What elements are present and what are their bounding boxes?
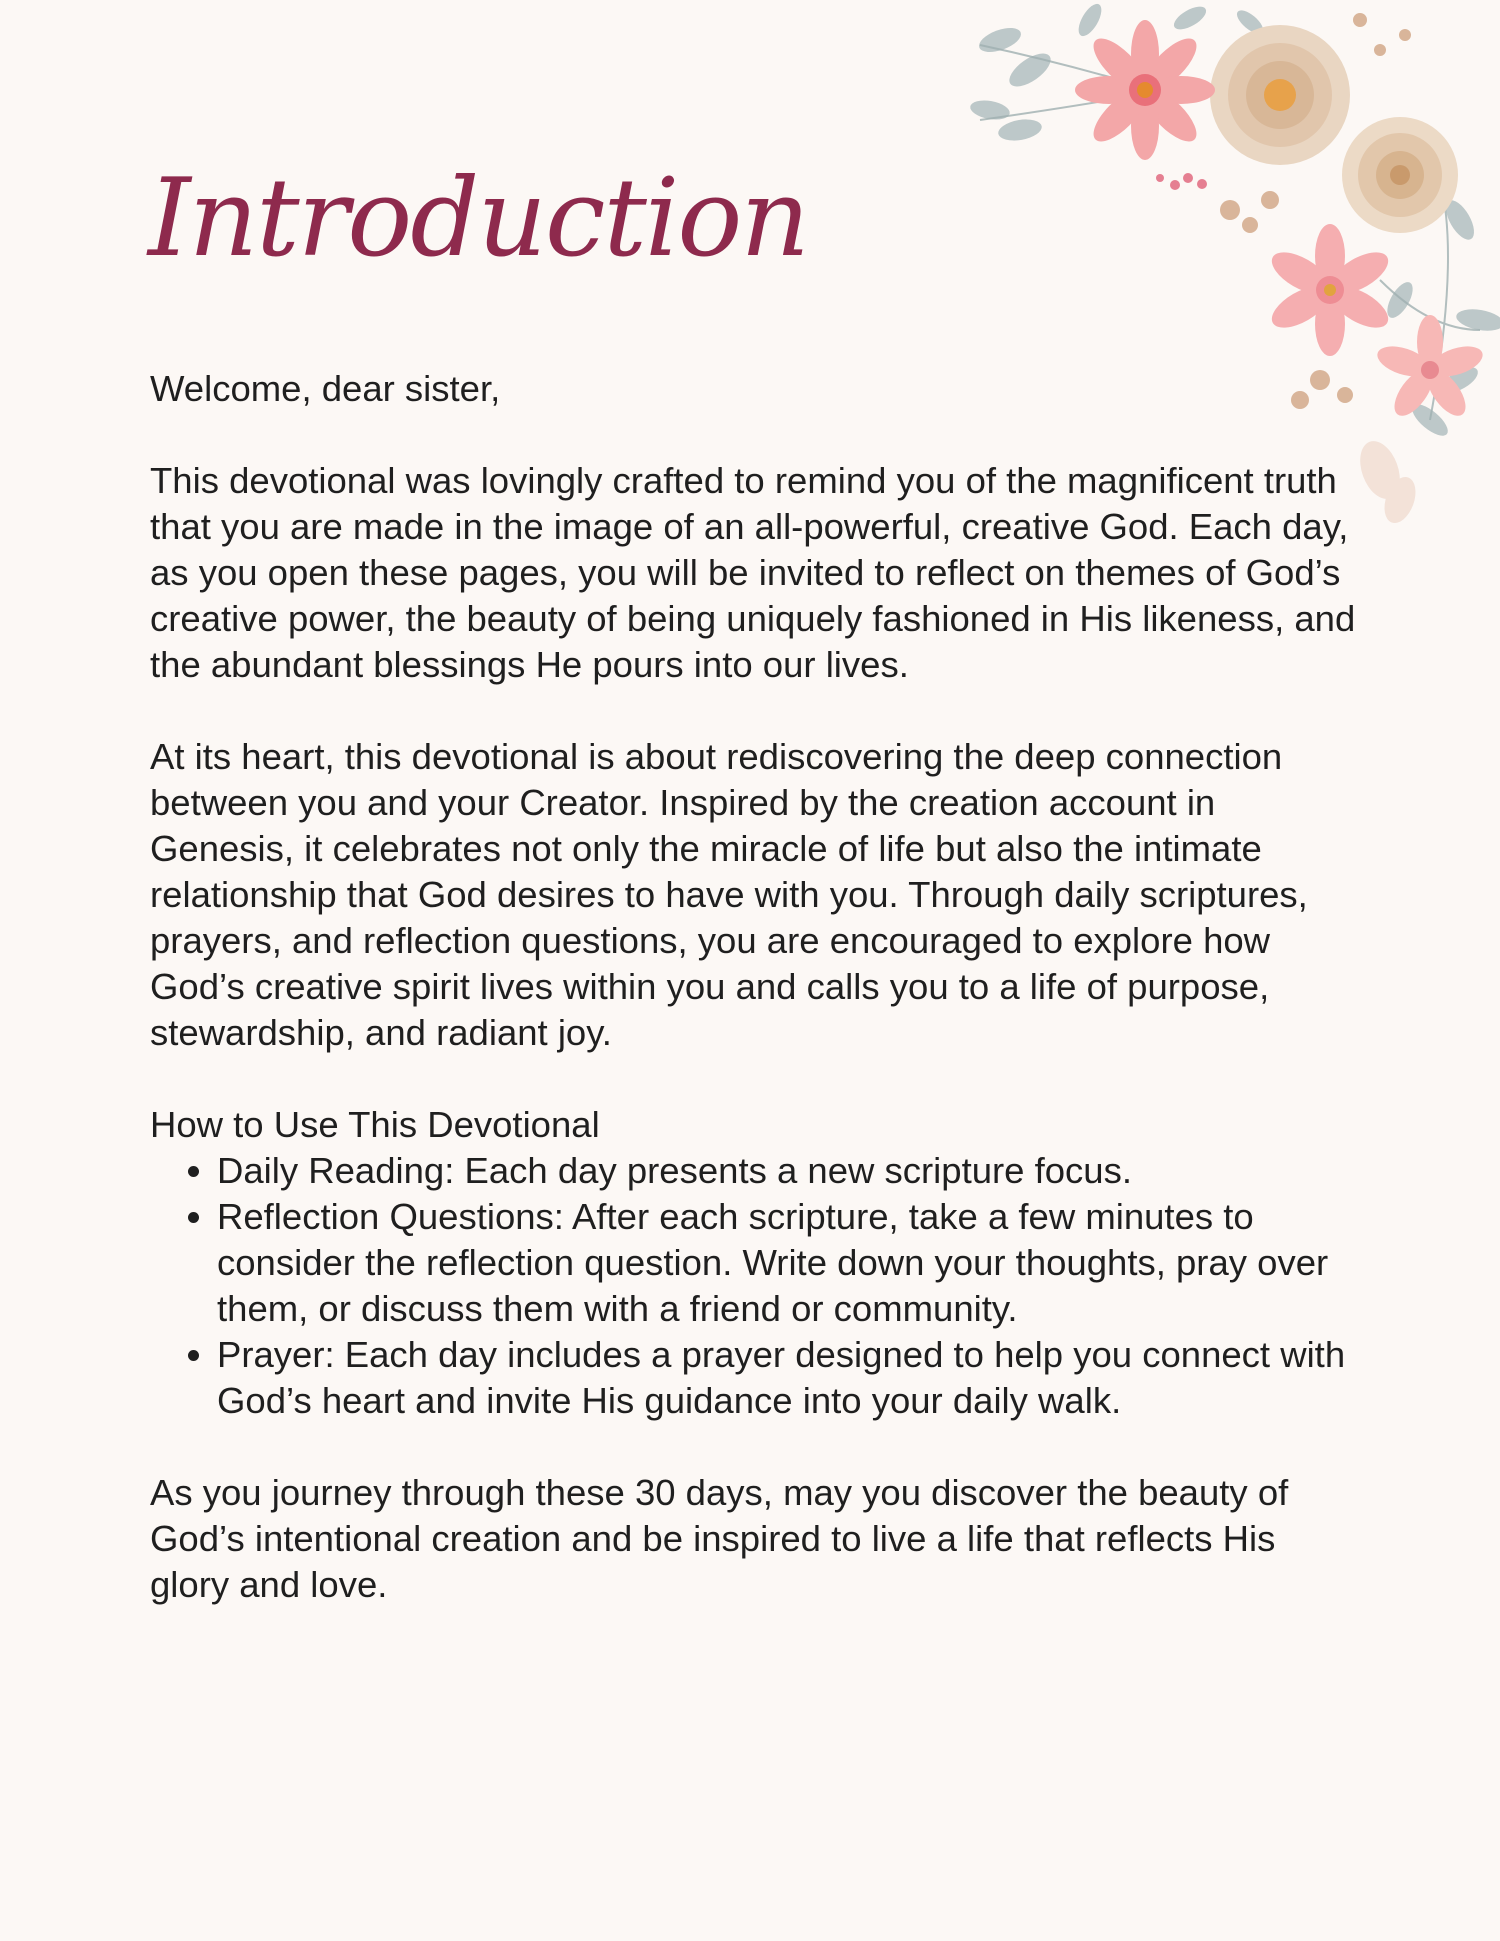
list-item: • Prayer: Each day includes a prayer designed to help you connect with God’s heart and invite His guidance into your daily walk. [217, 1332, 1360, 1424]
paragraph: At its heart, this devotional is about rediscovering the deep connection between you and your Creator. Inspired by the creation account in Genesis, it celebrates not only the miracle of life but also the intimate relationship that God desires to have with you. Through daily scriptures, prayers, and reflection questions, you are encouraged to explore how God’s creative spirit lives within you and calls you to a life of purpose, stewardship, and radiant joy. [150, 736, 1308, 1053]
list-item: • Reflection Questions: After each scripture, take a few minutes to consider the reflection question. Write down your thoughts, pray over them, or discuss them with a friend or community. [217, 1194, 1360, 1332]
list-item: • Daily Reading: Each day presents a new scripture focus. [217, 1148, 1360, 1194]
greeting: Welcome, dear sister, [150, 368, 501, 409]
body-text [150, 366, 1360, 1608]
section-heading: How to Use This Devotional [150, 1104, 600, 1145]
closing-paragraph: As you journey through these 30 days, may you discover the beauty of God’s intentional creation and be inspired to live a life that reflects His glory and love. [150, 1472, 1289, 1605]
paragraph: This devotional was lovingly crafted to remind you of the magnificent truth that you are made in the image of an all-powerful, creative God. Each day, as you open these pages, you will be invited to reflect on themes of God’s creative power, the beauty of being uniquely fashioned in His likeness, and the abundant blessings He pours into our lives. [150, 460, 1356, 685]
instructions-list [150, 1148, 1360, 1424]
page-title: Introduction [148, 156, 808, 281]
